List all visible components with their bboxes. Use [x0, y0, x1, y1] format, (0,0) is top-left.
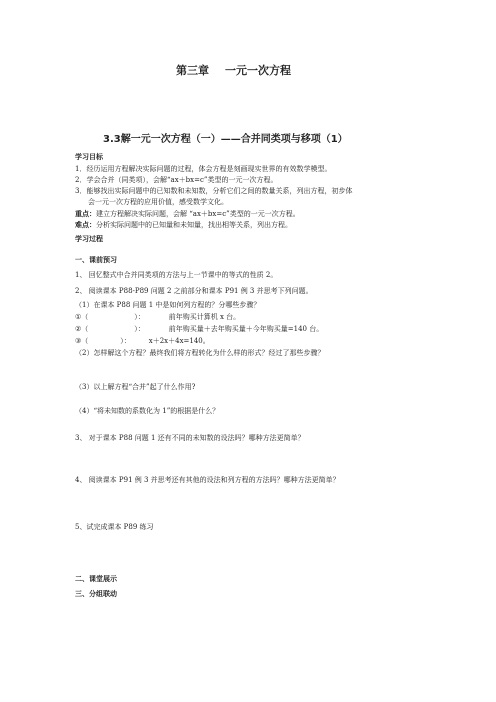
blank-3-close: ）： [120, 337, 131, 345]
blank-2-close: ）： [134, 325, 145, 333]
blank-3-open: ③（ [75, 337, 89, 345]
blank-row-1 [75, 313, 240, 322]
difficulty-text: 分析实际问题中的已知量和未知量，找出相等关系，列出方程。 [96, 221, 292, 229]
goal-item-1: 1．经历运用方程解决实际问题的过程，体会方程是刻画现实世界的有效数学模型。 [75, 165, 332, 173]
process-heading: 学习过程 [75, 235, 103, 243]
blank-row-3 [75, 337, 210, 346]
question-3: 3、 对于课本 P88 问题 1 还有不同的未知数的设法吗？哪种方法更简单？ [75, 434, 305, 442]
chapter-number: 第三章 [176, 64, 209, 77]
part1-heading: 一、课前预习 [75, 256, 117, 264]
chapter-name: 一元一次方程 [225, 64, 291, 77]
question-2-2: （2）怎样解这个方程？最终我们将方程转化为什么样的形式？经过了那些步骤？ [75, 349, 325, 357]
goal-item-2: 2．学会合并（同类项），会解“ax＋bx=c”类型的一元一次方程。 [75, 176, 278, 184]
difficulty-label: 难点： [75, 221, 96, 229]
part3-heading: 三、分组联动 [75, 590, 117, 598]
goal-item-3-cont: 会一元一次方程的应用价值，感受数学文化。 [88, 198, 228, 206]
goals-heading: 学习目标 [75, 153, 103, 161]
question-2-1: （1）在课本 P88 问题 1 中是如何列方程的？分哪些步骤？ [75, 301, 261, 309]
difficulty-point [75, 221, 292, 230]
key-point [75, 210, 300, 219]
section-title: 3.3解一元一次方程（一）——合并同类项与移项（1） [103, 134, 348, 145]
key-text: 建立方程解决实际问题，会解 “ax＋bx=c”类型的一元一次方程。 [96, 210, 300, 218]
question-2-3: （3）以上解方程“合并”起了什么作用? [75, 383, 196, 391]
part2-heading: 二、课堂展示 [75, 575, 117, 583]
question-2-4: （4）“将未知数的系数化为 1”的根据是什么？ [75, 407, 220, 415]
blank-1-open: ①（ [75, 313, 89, 321]
blank-row-2 [75, 325, 323, 334]
goal-item-3: 3．能够找出实际问题中的已知数和未知数，分析它们之间的数量关系，列出方程，初步体 [75, 187, 353, 195]
blank-1-close: ）： [134, 313, 145, 321]
blank-2-open: ②（ [75, 325, 89, 333]
blank-1-text: 前年购买计算机 x 台。 [168, 313, 241, 321]
blank-3-text: x＋2x＋4x=140。 [148, 337, 210, 345]
blank-2-text: 前年购买量＋去年购买量＋今年购买量=140 台。 [168, 325, 324, 333]
chapter-title [176, 64, 291, 78]
question-1: 1、 回忆整式中合并同类项的方法与上一节课中的等式的性质 2。 [75, 271, 278, 279]
question-2: 2、 阅读课本 P88-P89 问题 2 之前部分和课本 P91 例 3 并思考下列问题。 [75, 287, 313, 295]
key-label: 重点： [75, 210, 96, 218]
question-4: 4、 阅读课本 P91 例 3 并思考还有其他的设法和列方程的方法吗？哪种方法更简单？ [75, 476, 340, 484]
question-5: 5、试完成课本 P89 练习 [75, 523, 154, 531]
